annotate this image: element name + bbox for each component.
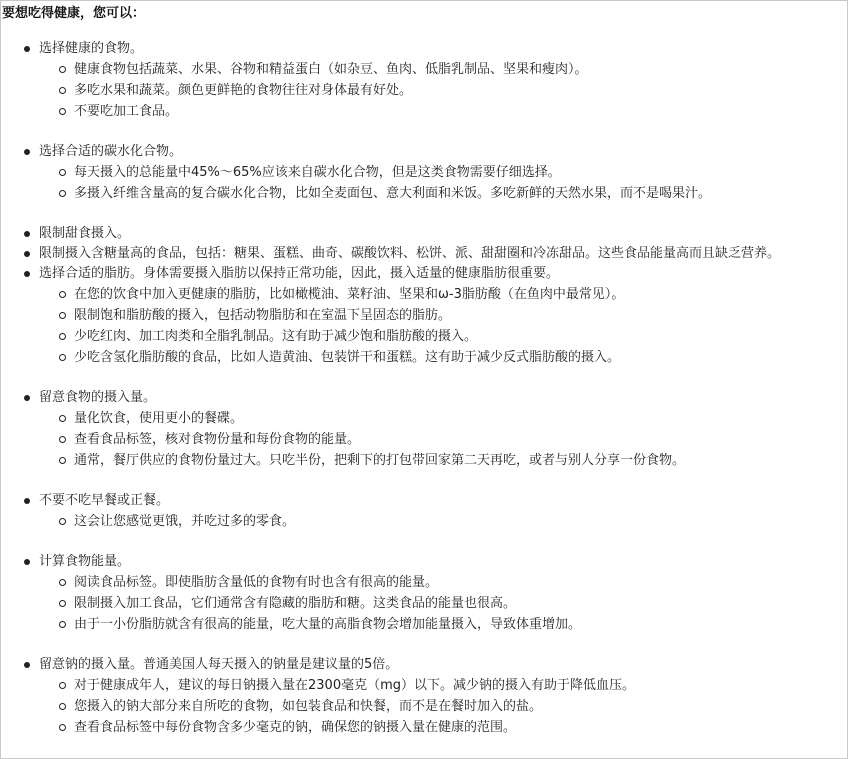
sub-list-item: 限制摄入加工食品，它们通常含有隐藏的脂肪和糖。这类食品的能量也很高。 [74, 593, 813, 614]
list-item-text: 计算食物能量。 [39, 554, 131, 569]
sub-list [39, 59, 813, 122]
list-item-text: 选择合适的碳水化合物。 [39, 144, 183, 159]
sub-list-item: 查看食品标签，核对食物份量和每份食物的能量。 [74, 429, 813, 450]
sub-list-item: 少吃红肉、加工肉类和全脂乳制品。这有助于减少饱和脂肪酸的摄入。 [74, 326, 813, 347]
list-item-text: 选择合适的脂肪。身体需要摄入脂肪以保持正常功能，因此，摄入适量的健康脂肪很重要。 [39, 266, 560, 281]
sub-list-item: 量化饮食，使用更小的餐碟。 [74, 408, 813, 429]
list-item-text: 限制甜食摄入。 [39, 226, 131, 241]
list-item [39, 491, 813, 532]
list-item-text: 限制摄入含糖量高的食品，包括：糖果、蛋糕、曲奇、碳酸饮料、松饼、派、甜甜圈和冷冻甜品。这些食品能量高而且缺乏营养。 [39, 246, 781, 261]
list-item [39, 224, 813, 244]
sub-list [39, 572, 813, 635]
sub-list-item: 不要吃加工食品。 [74, 101, 813, 122]
list-item [39, 264, 813, 368]
sub-list-item: 每天摄入的总能量中45%～65%应该来自碳水化合物，但是这类食物需要仔细选择。 [74, 162, 813, 183]
sub-list-item: 限制饱和脂肪酸的摄入，包括动物脂肪和在室温下呈固态的脂肪。 [74, 305, 813, 326]
sub-list-item: 查看食品标签中每份食物含多少毫克的钠，确保您的钠摄入量在健康的范围。 [74, 717, 813, 738]
sub-list-item: 阅读食品标签。即使脂肪含量低的食物有时也含有很高的能量。 [74, 572, 813, 593]
sub-list [39, 408, 813, 471]
list-item-text: 留意食物的摄入量。 [39, 390, 157, 405]
list-item [39, 244, 813, 264]
sub-list-item: 通常，餐厅供应的食物份量过大。只吃半份，把剩下的打包带回家第二天再吃，或者与别人分享一份食物。 [74, 450, 813, 471]
list-item [39, 39, 813, 122]
sub-list-item: 健康食物包括蔬菜、水果、谷物和精益蛋白（如杂豆、鱼肉、低脂乳制品、坚果和瘦肉）。 [74, 59, 813, 80]
sub-list-item: 多摄入纤维含量高的复合碳水化合物，比如全麦面包、意大利面和米饭。多吃新鲜的天然水果，而不是喝果汁。 [74, 183, 813, 204]
list-item [39, 552, 813, 635]
sub-list-item: 对于健康成年人，建议的每日钠摄入量在2300毫克（mg）以下。减少钠的摄入有助于降低血压。 [74, 675, 813, 696]
sub-list-item: 多吃水果和蔬菜。颜色更鲜艳的食物往往对身体最有好处。 [74, 80, 813, 101]
sub-list [39, 284, 813, 368]
page-heading: 要想吃得健康，您可以： [2, 6, 146, 21]
list-item [39, 142, 813, 204]
advice-list [1, 39, 813, 738]
list-item-text: 选择健康的食物。 [39, 41, 144, 56]
sub-list-item: 这会让您感觉更饿，并吃过多的零食。 [74, 511, 813, 532]
list-item-text: 不要不吃早餐或正餐。 [39, 493, 170, 508]
sub-list-item: 由于一小份脂肪就含有很高的能量，吃大量的高脂食物会增加能量摄入，导致体重增加。 [74, 614, 813, 635]
list-item-text: 留意钠的摄入量。普通美国人每天摄入的钠量是建议量的5倍。 [39, 657, 399, 672]
sub-list-item: 您摄入的钠大部分来自所吃的食物，如包装食品和快餐，而不是在餐时加入的盐。 [74, 696, 813, 717]
list-item [39, 388, 813, 471]
sub-list-item: 在您的饮食中加入更健康的脂肪，比如橄榄油、菜籽油、坚果和ω-3脂肪酸（在鱼肉中最常见）。 [74, 284, 813, 305]
sub-list [39, 162, 813, 204]
sub-list-item: 少吃含氢化脂肪酸的食品，比如人造黄油、包装饼干和蛋糕。这有助于减少反式脂肪酸的摄入。 [74, 347, 813, 368]
list-item [39, 655, 813, 738]
sub-list [39, 675, 813, 738]
sub-list [39, 511, 813, 532]
